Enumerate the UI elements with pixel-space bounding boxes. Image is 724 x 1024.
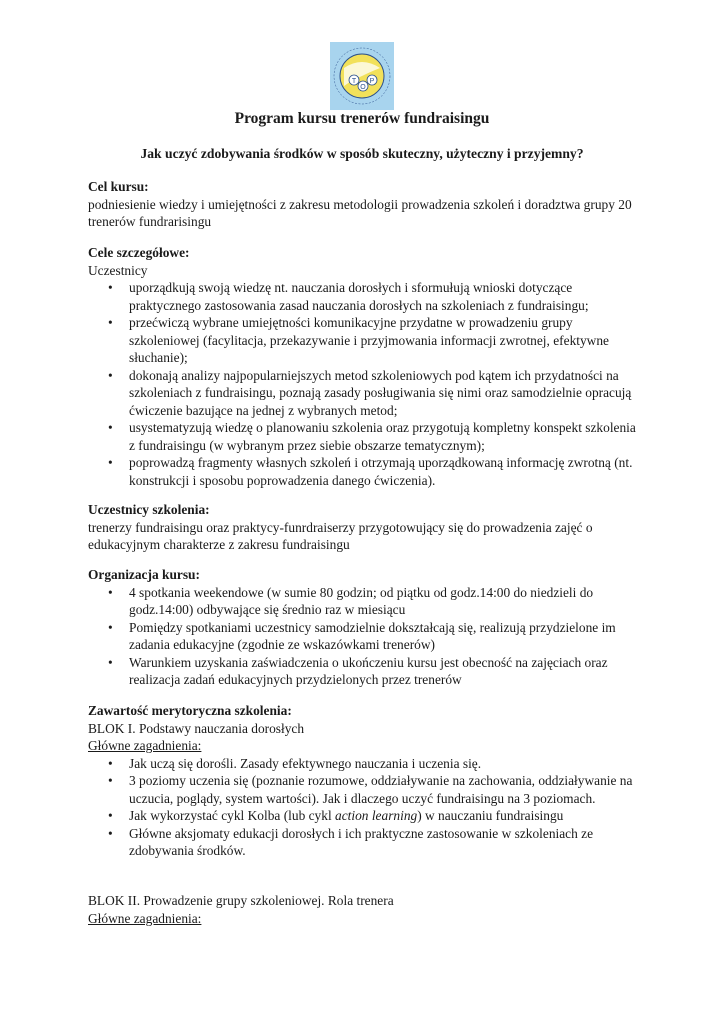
section-text: podniesienie wiedzy i umiejętności z zakresu metodologii prowadzenia szkoleń i doradztwa grupy 20 trenerów fundrarisingu <box>88 196 632 229</box>
block-title: BLOK I. Podstawy nauczania dorosłych <box>88 720 305 736</box>
list-item: • poprowadzą fragmenty własnych szkoleń i otrzymają uporządkowaną informację zwrotną (nt. konstrukcji i sposobu poprowadzenia danego ćwiczenia). <box>108 455 633 488</box>
svg-text:T: T <box>351 78 357 85</box>
section-cel <box>88 178 644 231</box>
document-subtitle: Jak uczyć zdobywania środków w sposób skuteczny, użyteczny i przyjemny? <box>140 146 584 161</box>
section-heading: Zawartość merytoryczna szkolenia: <box>88 703 292 718</box>
list-item: • dokonają analizy najpopularniejszych metod szkoleniowych pod kątem ich przydatności na szkoleniach z fundraisingu, poznają zasady posługiwania się nimi oraz samodzielnie opracują ćwiczenie bazujące na jednej z wybranych metod; <box>108 367 632 418</box>
section-organizacja <box>88 566 644 689</box>
list-item: • 4 spotkania weekendowe (w sumie 80 godzin; od piątku od godz.14:00 do niedzieli do godz.14:00) odbywające się średnio raz w miesiącu <box>108 584 594 617</box>
list-item: • Jak wykorzystać cykl Kolba (lub cykl action learning) w nauczaniu fundraisingu <box>108 808 564 823</box>
section-text: trenerzy fundraisingu oraz praktycy-funrdraiserzy przygotowujący się do prowadzenia zajęć o edukacyjnym charakterze z zakresu fundraisingu <box>88 519 593 552</box>
section-heading: Cel kursu: <box>88 179 149 194</box>
block-title: BLOK II. Prowadzenie grupy szkoleniowej. Rola trenera <box>88 893 394 908</box>
section-heading: Cele szczegółowe: <box>88 245 190 260</box>
list-item: • Pomiędzy spotkaniami uczestnicy samodzielnie dokształcają się, realizują przydzielone im zadania edukacyjne (zgodnie ze wskazówkami trenerów) <box>108 619 616 652</box>
list-item: • Jak uczą się dorośli. Zasady efektywnego nauczania i uczenia się. <box>108 755 482 771</box>
section-heading: Uczestnicy szkolenia: <box>88 502 210 517</box>
document-title: Program kursu trenerów fundraisingu <box>234 110 490 127</box>
organization-logo <box>330 42 394 110</box>
section-zawartosc <box>88 702 644 860</box>
list-item: • uporządkują swoją wiedzę nt. nauczania dorosłych i sformułują wnioski dotyczące praktycznego zastosowania zasad nauczania dorosłych na szkoleniach z fundraisingu; <box>108 280 589 313</box>
list-item: • usystematyzują wiedzę o planowaniu szkolenia oraz przygotują kompletny konspekt szkolenia z fundraisingu (w wybranym przez siebie obszarze tematycznym); <box>108 420 636 453</box>
goals-list <box>88 279 644 489</box>
list-item: • 3 poziomy uczenia się (poznanie rozumowe, oddziaływanie na zachowania, oddziaływanie na uczucia, poglądy, system wartości). Jak i dlaczego uczyć fundraisingu na 3 poziomach. <box>108 773 633 806</box>
section-heading: Organizacja kursu: <box>88 567 200 582</box>
topics-label: Główne zagadnienia: <box>88 738 202 753</box>
section-intro: Uczestnicy <box>88 262 148 278</box>
organization-list <box>88 584 644 689</box>
section-blok2 <box>88 892 644 927</box>
section-uczestnicy <box>88 501 644 554</box>
topics-label: Główne zagadnienia: <box>88 910 202 926</box>
list-item: • Główne aksjomaty edukacji dorosłych i ich praktyczne zastosowanie w szkoleniach ze zdobywania środków. <box>108 825 594 858</box>
svg-text:O: O <box>360 84 366 91</box>
section-cele-szczegolowe <box>88 244 644 489</box>
list-item: • przećwiczą wybrane umiejętności komunikacyjne przydatne w prowadzeniu grupy szkoleniowej (facylitacja, przekazywanie i przyjmowania informacji zwrotnej, efektywne słuchanie); <box>108 315 609 365</box>
block1-topics-list <box>88 755 644 860</box>
svg-text:P: P <box>369 78 375 85</box>
list-item: • Warunkiem uzyskania zaświadczenia o ukończeniu kursu jest obecność na zajęciach oraz realizacja zadań edukacyjnych przydzielonych przez trenerów <box>108 654 608 687</box>
